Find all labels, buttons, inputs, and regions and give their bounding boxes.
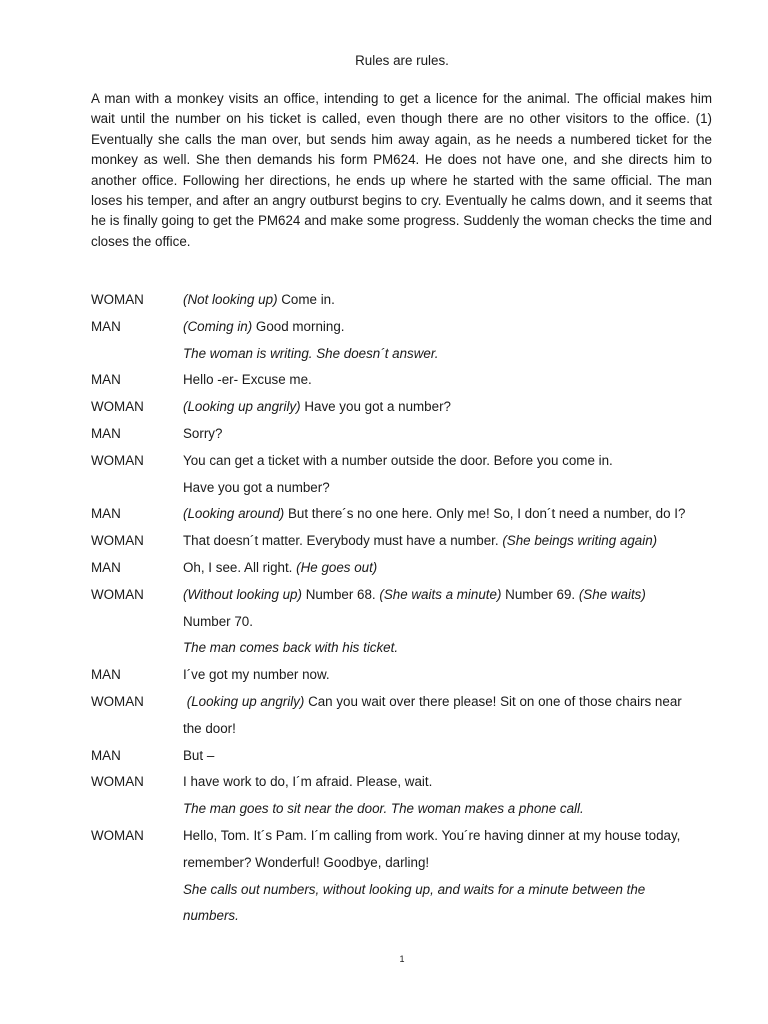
dialogue-line: [183, 394, 721, 421]
spoken-text: Sorry?: [183, 425, 223, 441]
stage-direction: (Coming in): [183, 318, 253, 334]
dialogue-line: [183, 367, 721, 394]
script-row: [91, 903, 721, 930]
stage-direction: The woman is writing. She doesn´t answer.: [183, 345, 439, 361]
spoken-text: remember? Wonderful! Goodbye, darling!: [183, 854, 430, 870]
stage-direction: The man comes back with his ticket.: [183, 640, 399, 656]
speaker-label: WOMAN: [91, 774, 144, 790]
stage-direction: (She waits): [578, 586, 646, 602]
script-row: [91, 394, 721, 421]
dialogue-line: [183, 662, 721, 689]
speaker-label: [91, 877, 183, 904]
dialogue-line: [183, 903, 721, 930]
spoken-text: Can you wait over there please! Sit on one of those chairs near: [304, 693, 682, 709]
speaker-label: [91, 850, 183, 877]
spoken-text: Number 70.: [183, 613, 253, 629]
dialogue-line: [183, 528, 721, 555]
dialogue-line: [183, 421, 721, 448]
speaker-label: [91, 635, 183, 662]
stage-direction: (He goes out): [296, 559, 378, 575]
speaker-label: WOMAN: [91, 292, 144, 307]
script-row: [91, 689, 721, 716]
dialogue-line: [183, 743, 721, 770]
dialogue-line: [183, 314, 721, 341]
dialogue-line: [183, 850, 721, 877]
dialogue-line: [183, 689, 721, 716]
speaker-label: MAN: [91, 667, 121, 683]
dialogue-line: [183, 796, 721, 823]
script-row: [91, 341, 721, 368]
stage-direction: (She beings writing again): [502, 533, 658, 549]
script-row: [91, 582, 721, 609]
spoken-text: Oh, I see. All right.: [183, 559, 297, 575]
stage-direction: The man goes to sit near the door. The woman makes a phone call.: [183, 801, 584, 817]
spoken-text: Hello -er- Excuse me.: [183, 372, 312, 388]
speaker-label: [91, 796, 183, 823]
script-row: [91, 528, 721, 555]
script-row: [91, 635, 721, 662]
summary-paragraph: A man with a monkey visits an office, intending to get a licence for the animal. The official makes him wait until the number on his ticket is called, even though there are no other visitors to the office. (1) Eventually she calls the man over, but sends him away again, as he needs a numbered ticket for the monkey as well. She then demands his form PM624. He does not have one, and she directs him to another office. Following her directions, he ends up where he started with the same official. The man loses his temper, and after an angry outburst begins to cry. Eventually he calms down, and it seems that he is finally going to get the PM624 and make some progress. Suddenly the woman checks the time and closes the office.: [91, 91, 712, 249]
script-row: [91, 475, 721, 502]
spoken-text: I´ve got my number now.: [183, 667, 330, 683]
script-row: [91, 877, 721, 904]
speaker-label: [91, 341, 183, 368]
speaker-label: WOMAN: [91, 533, 144, 549]
script-row: [91, 314, 721, 341]
speaker-label: [91, 903, 183, 930]
script-row: [91, 421, 721, 448]
speaker-label: MAN: [91, 318, 121, 334]
speaker-label: WOMAN: [91, 827, 144, 843]
script-row: [91, 743, 721, 770]
script-row: [91, 448, 721, 475]
document-title: Rules are rules.: [355, 53, 449, 68]
speaker-label: WOMAN: [91, 452, 144, 468]
spoken-text: Hello, Tom. It´s Pam. I´m calling from work. You´re having dinner at my house today,: [183, 827, 681, 843]
dialogue-line: [183, 635, 721, 662]
stage-direction: (Without looking up): [183, 586, 302, 602]
dialogue-line: [183, 823, 721, 850]
script-row: [91, 823, 721, 850]
dialogue-line: [183, 475, 721, 502]
speaker-label: WOMAN: [91, 586, 144, 602]
stage-direction: numbers.: [183, 908, 239, 924]
spoken-text: That doesn´t matter. Everybody must have a number.: [183, 533, 503, 549]
page-number: 1: [399, 954, 405, 964]
stage-direction: (Looking up angrily): [186, 693, 305, 709]
script-row: [91, 796, 721, 823]
script-row: [91, 716, 721, 743]
speaker-label: [91, 716, 183, 743]
speaker-label: WOMAN: [91, 693, 144, 709]
script-row: [91, 609, 721, 636]
spoken-text: Number 69.: [501, 586, 579, 602]
dialogue-line: [183, 877, 721, 904]
dialogue-line: [183, 609, 721, 636]
stage-direction: (Looking around): [183, 506, 285, 522]
spoken-text: Number 68.: [301, 586, 380, 602]
dialogue-line: [183, 287, 721, 314]
script-row: [91, 287, 721, 314]
dialogue-line: [183, 716, 721, 743]
script-row: [91, 769, 721, 796]
spoken-text: But –: [183, 747, 215, 763]
script-row: [91, 555, 721, 582]
stage-direction: (Not looking up): [183, 292, 278, 307]
dialogue-line: [183, 501, 721, 528]
script-row: [91, 850, 721, 877]
speaker-label: MAN: [91, 506, 121, 522]
spoken-text: I have work to do, I´m afraid. Please, wait.: [183, 774, 433, 790]
dialogue-line: [183, 448, 721, 475]
spoken-text: Have you got a number?: [300, 399, 451, 415]
stage-direction: She calls out numbers, without looking up, and waits for a minute between the: [183, 881, 646, 897]
dialogue-line: [183, 555, 721, 582]
spoken-text: Have you got a number?: [183, 479, 330, 495]
spoken-text: Good morning.: [252, 318, 345, 334]
speaker-label: MAN: [91, 372, 121, 388]
spoken-text: the door!: [183, 720, 236, 736]
stage-direction: (She waits a minute): [379, 586, 502, 602]
spoken-text: You can get a ticket with a number outside the door. Before you come in.: [183, 452, 613, 468]
script-row: [91, 367, 721, 394]
speaker-label: [91, 475, 183, 502]
speaker-label: MAN: [91, 747, 121, 763]
script-dialogue: [91, 287, 721, 930]
dialogue-line: [183, 769, 721, 796]
spoken-text: Come in.: [277, 292, 335, 307]
speaker-label: MAN: [91, 425, 121, 441]
stage-direction: (Looking up angrily): [183, 399, 301, 415]
spoken-text: But there´s no one here. Only me! So, I don´t need a number, do I?: [284, 506, 686, 522]
script-row: [91, 501, 721, 528]
speaker-label: WOMAN: [91, 399, 144, 415]
script-row: [91, 662, 721, 689]
speaker-label: [91, 609, 183, 636]
dialogue-line: [183, 582, 721, 609]
speaker-label: MAN: [91, 559, 121, 575]
dialogue-line: [183, 341, 721, 368]
